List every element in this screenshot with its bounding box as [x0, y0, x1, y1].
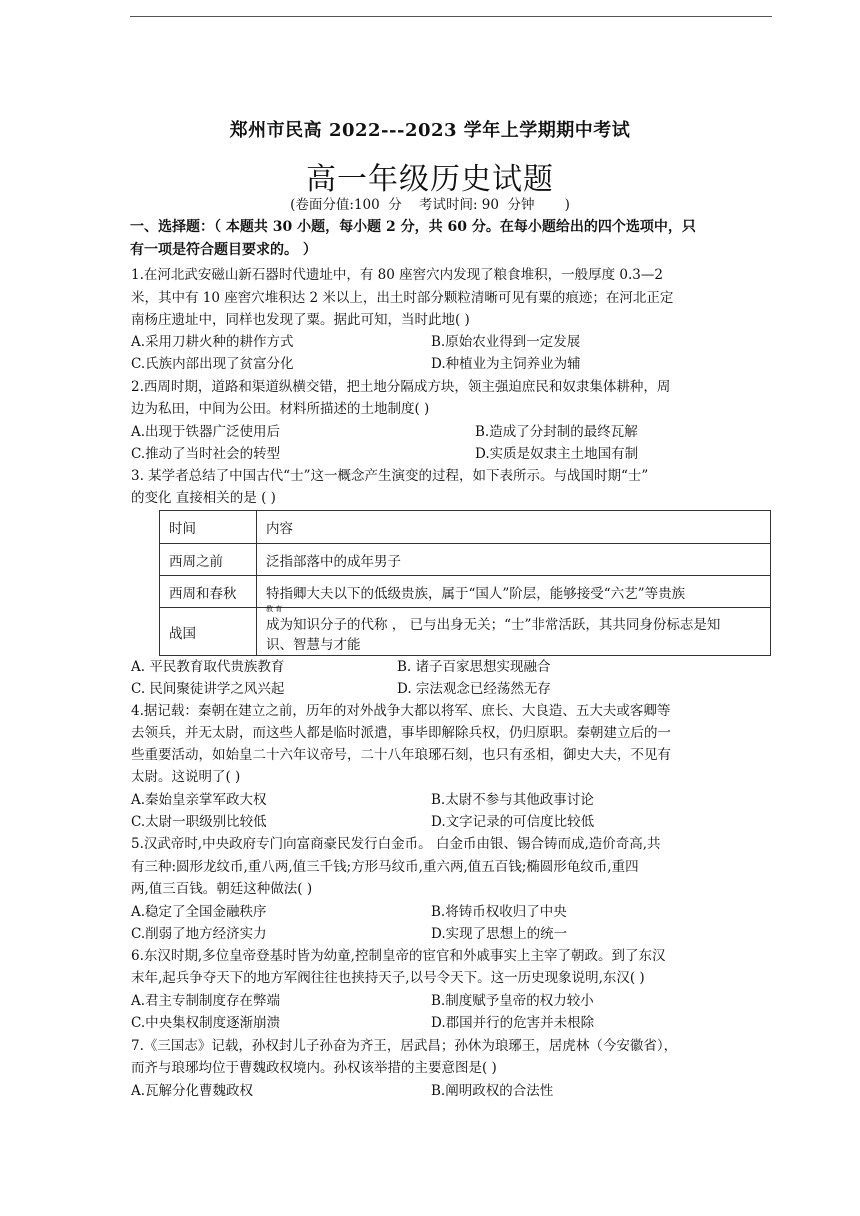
q4-option-c: C.太尉一职级别比较低: [131, 814, 267, 830]
q3-option-b: B. 诸子百家思想实现融合: [397, 659, 551, 675]
top-rule: [130, 16, 772, 17]
table-cell-annotation: 教 育: [266, 605, 283, 613]
q2-option-d: D.实质是奴隶主土地国有制: [475, 446, 639, 462]
table-cell: 西周和春秋: [160, 576, 257, 608]
q1-option-d: D.种植业为主饲养业为辅: [431, 356, 581, 372]
q3-option-d: D. 宗法观念已经荡然无存: [397, 681, 551, 697]
q4-line4: 太尉。这说明了( ): [131, 769, 241, 785]
q5-line1: 5.汉武帝时,中央政府专门向富商豪民发行白金币。 白金币由银、锡合铸而成,造价奇高,共: [131, 836, 661, 852]
q7-line1: 7.《三国志》记载，孙权封儿子孙奋为齐王，居武昌；孙休为琅琊王，居虎林（今安徽省），: [131, 1038, 678, 1054]
section-heading-line1: 一、选择题：（ 本题共 30 小题，每小题 2 分，共 60 分。在每小题给出的四个选项中，只: [130, 219, 696, 235]
q6-option-d: D.郡国并行的危害并未根除: [431, 1015, 595, 1031]
q5-option-a: A.稳定了全国金融秩序: [131, 904, 267, 920]
exam-info: (卷面分值:100 分 考试时间: 90 分钟 ): [290, 197, 570, 213]
q6-option-c: C.中央集权制度逐渐崩溃: [131, 1015, 281, 1031]
q3-table: [159, 510, 771, 656]
table-cell: 泛指部落中的成年男子: [257, 544, 771, 576]
q1-option-c: C.氏族内部出现了贫富分化: [131, 356, 294, 372]
table-header-cell: 内容: [257, 511, 771, 544]
section-heading-line2: 有一项是符合题目要求的。 ）: [130, 242, 317, 258]
q2-option-a: A.出现于铁器广泛使用后: [131, 424, 281, 440]
q1-option-a: A.采用刀耕火种的耕作方式: [131, 334, 294, 350]
q4-line2: 去领兵，并无太尉，而这些人都是临时派遣，事毕即解除兵权，仍归原职。秦朝建立后的一: [131, 725, 671, 741]
table-cell: 特指卿大夫以下的低级贵族，属于“国人”阶层，能够接受“六艺”等贵族: [257, 576, 771, 608]
q2-line2: 边为私田，中间为公田。材料所描述的土地制度( ): [131, 401, 430, 417]
q1-option-b: B.原始农业得到一定发展: [431, 334, 581, 350]
table-row: [160, 544, 771, 576]
table-cell-line: 成为知识分子的代称 ， 已与出身无关；“士”非常活跃，其共同身份标志是知: [266, 617, 721, 633]
q4-line1: 4.据记载：秦朝在建立之前，历年的对外战争大都以将军、庶长、大良造、五大夫或客卿等: [131, 703, 671, 719]
table-header-row: [160, 511, 771, 544]
q4-option-d: D.文字记录的可信度比较低: [431, 814, 595, 830]
table-header-cell: 时间: [160, 511, 257, 544]
school-title: 郑州市民高 2022---2023 学年上学期期中考试: [229, 120, 631, 141]
q3-line2: 的变化 直接相关的是 ( ): [131, 490, 276, 506]
section-heading: [130, 216, 730, 262]
q1-line2: 米，其中有 10 座窖穴堆积达 2 米以上，出土时部分颗粒清晰可见有粟的痕迹；在河北正定: [131, 290, 674, 306]
q4-line3: 些重要活动，如始皇二十六年议帝号，二十八年琅琊石刻，也只有丞相，御史大夫，不见有: [131, 747, 671, 763]
q3-line1: 3. 某学者总结了中国古代“士”这一概念产生演变的过程，如下表所示。与战国时期“士”: [131, 468, 649, 484]
q5-option-d: D.实现了思想上的统一: [431, 926, 568, 942]
q4-option-b: B.太尉不参与其他政事讨论: [431, 792, 594, 808]
table-row: [160, 576, 771, 608]
q3-option-c: C. 民间聚徒讲学之风兴起: [131, 681, 285, 697]
q1-line3: 南杨庄遗址中，同样也发现了粟。据此可知，当时此地( ): [131, 312, 470, 328]
q7-option-a: A.瓦解分化曹魏政权: [131, 1083, 254, 1099]
q2-option-c: C.推动了当时社会的转型: [131, 446, 281, 462]
q3-option-a: A. 平民教育取代贵族教育: [131, 659, 285, 675]
q7-option-b: B.阐明政权的合法性: [431, 1083, 554, 1099]
q7-line2: 而齐与琅琊均位于曹魏政权境内。孙权该举措的主要意图是( ): [131, 1060, 497, 1076]
q6-option-a: A.君主专制制度存在弊端: [131, 993, 281, 1009]
table-cell-line: 识、智慧与才能: [266, 637, 361, 653]
q5-line2: 有三种:圆形龙纹币,重八两,值三千钱;方形马纹币,重六两,值五百钱;椭圆形龟纹币,重四: [131, 859, 639, 875]
q2-line1: 2.西周时期，道路和渠道纵横交错，把土地分隔成方块，领主强迫庶民和奴隶集体耕种，周: [131, 379, 671, 395]
table-row: [160, 608, 771, 656]
q5-option-c: C.削弱了地方经济实力: [131, 926, 267, 942]
table-cell: 战国: [160, 608, 257, 656]
q4-option-a: A.秦始皇亲掌军政大权: [131, 792, 267, 808]
exam-title: 高一年级历史试题: [306, 162, 554, 197]
q6-option-b: B.制度赋予皇帝的权力较小: [431, 993, 594, 1009]
q6-line1: 6.东汉时期,多位皇帝登基时皆为幼童,控制皇帝的宦官和外戚事实上主宰了朝政。到了东汉: [131, 948, 666, 964]
q5-line3: 两,值三百钱。朝廷这种做法( ): [131, 881, 313, 897]
table-cell: [257, 605, 771, 656]
q1-line1: 1.在河北武安磁山新石器时代遗址中，有 80 座窖穴内发现了粮食堆积，一般厚度 0.3—2: [131, 267, 663, 283]
q5-option-b: B.将铸币权收归了中央: [431, 904, 567, 920]
q2-option-b: B.造成了分封制的最终瓦解: [475, 424, 638, 440]
q6-line2: 末年,起兵争夺天下的地方军阀往往也挟持天子,以号令天下。这一历史现象说明,东汉( ): [131, 970, 645, 986]
table-cell: 西周之前: [160, 544, 257, 576]
